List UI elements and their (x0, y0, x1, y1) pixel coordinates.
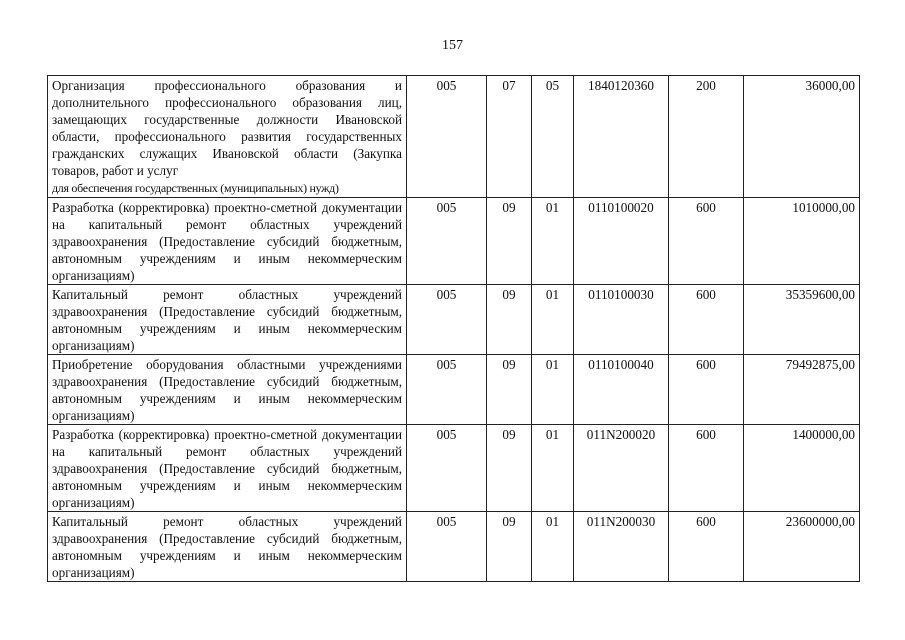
subsection-code: 01 (532, 285, 574, 355)
expense-type-code: 600 (669, 425, 744, 512)
section-code: 09 (487, 425, 532, 512)
row-description: Разработка (корректировка) проектно-сметной документации на капитальный ремонт областных учреждений здравоохранения (Предоставление субсидий бюджетным, автономным учреждениям и иным некоммерческим организациям) (48, 425, 407, 512)
subsection-code: 01 (532, 198, 574, 285)
amount-value: 35359600,00 (744, 285, 860, 355)
budget-table (47, 75, 860, 582)
section-code: 09 (487, 512, 532, 582)
expense-type-code: 600 (669, 355, 744, 425)
target-article-code: 0110100020 (574, 198, 669, 285)
target-article-code: 1840120360 (574, 76, 669, 198)
table-row (48, 425, 860, 512)
subsection-code: 05 (532, 76, 574, 198)
subsection-code: 01 (532, 425, 574, 512)
target-article-code: 011N200030 (574, 512, 669, 582)
amount-value: 1010000,00 (744, 198, 860, 285)
ministry-code: 005 (407, 512, 487, 582)
target-article-code: 0110100030 (574, 285, 669, 355)
row-description: Приобретение оборудования областными учреждениями здравоохранения (Предоставление субсидий бюджетным, автономным учреждениям и иным некоммерческим организациям) (48, 355, 407, 425)
section-code: 09 (487, 198, 532, 285)
page-number: 157 (442, 38, 463, 53)
row-description: Разработка (корректировка) проектно-сметной документации на капитальный ремонт областных учреждений здравоохранения (Предоставление субсидий бюджетным, автономным учреждениям и иным некоммерческим организациям) (48, 198, 407, 285)
amount-value: 36000,00 (744, 76, 860, 198)
table-row (48, 512, 860, 582)
target-article-code: 011N200020 (574, 425, 669, 512)
amount-value: 23600000,00 (744, 512, 860, 582)
ministry-code: 005 (407, 285, 487, 355)
expense-type-code: 600 (669, 512, 744, 582)
amount-value: 1400000,00 (744, 425, 860, 512)
ministry-code: 005 (407, 355, 487, 425)
section-code: 09 (487, 285, 532, 355)
amount-value: 79492875,00 (744, 355, 860, 425)
subsection-code: 01 (532, 355, 574, 425)
ministry-code: 005 (407, 198, 487, 285)
expense-type-code: 200 (669, 76, 744, 198)
section-code: 07 (487, 76, 532, 198)
table-row (48, 355, 860, 425)
section-code: 09 (487, 355, 532, 425)
target-article-code: 0110100040 (574, 355, 669, 425)
expense-type-code: 600 (669, 285, 744, 355)
row-description: Организация профессионального образования и дополнительного профессионального образования лиц, замещающих государственные должности Ивановской области, профессионального развития государственных гражданских служащих Ивановской области (Закупка товаров, работ и услуг для обеспечения государственных (муниципальных) нужд) (48, 76, 407, 198)
ministry-code: 005 (407, 76, 487, 198)
ministry-code: 005 (407, 425, 487, 512)
row-description-tail: для обеспечения государственных (муниципальных) нужд) (52, 181, 339, 195)
table-row (48, 198, 860, 285)
table-row (48, 285, 860, 355)
table-row (48, 76, 860, 198)
subsection-code: 01 (532, 512, 574, 582)
row-description: Капитальный ремонт областных учреждений здравоохранения (Предоставление субсидий бюджетным, автономным учреждениям и иным некоммерческим организациям) (48, 512, 407, 582)
expense-type-code: 600 (669, 198, 744, 285)
row-description: Капитальный ремонт областных учреждений здравоохранения (Предоставление субсидий бюджетным, автономным учреждениям и иным некоммерческим организациям) (48, 285, 407, 355)
